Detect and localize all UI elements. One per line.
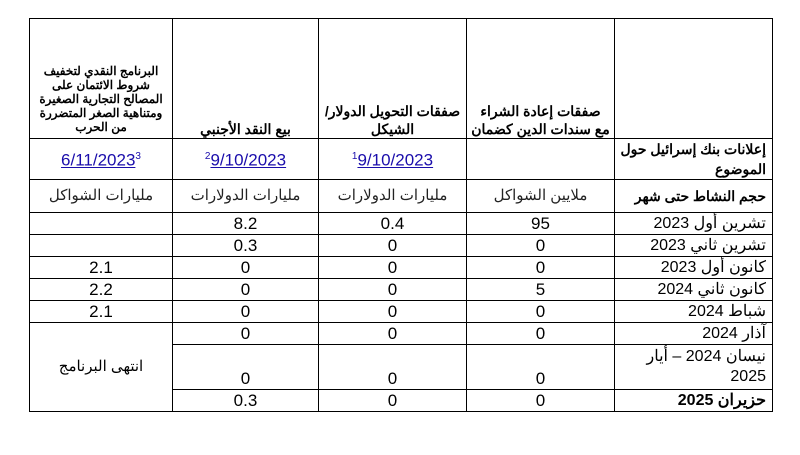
swap-cell: 0: [319, 257, 467, 279]
table-row: [30, 279, 773, 301]
month-cell: شباط 2024: [615, 301, 773, 323]
repo-cell: 95: [467, 213, 615, 235]
fx-cell: 8.2: [173, 213, 319, 235]
activity-table-container: [29, 18, 772, 438]
fx-cell: 0: [173, 301, 319, 323]
unit-repo: ملايين الشواكل: [467, 180, 615, 213]
program-cell: 2.1: [30, 257, 173, 279]
header-fx: بيع النقد الأجنبي: [173, 19, 319, 139]
fx-cell: 0: [173, 323, 319, 345]
repo-cell: 5: [467, 279, 615, 301]
announcement-swap-link[interactable]: 9/10/2023: [357, 150, 434, 170]
month-cell: تشرين ثاني 2023: [615, 235, 773, 257]
announcement-program-link[interactable]: 6/11/2023: [61, 150, 136, 170]
units-row: [30, 180, 773, 213]
footnote-1: 1: [351, 151, 358, 163]
fx-cell: 0: [173, 345, 319, 390]
swap-cell: 0: [319, 301, 467, 323]
swap-cell: 0: [319, 235, 467, 257]
fx-cell: 0: [173, 279, 319, 301]
announcement-repo: [467, 139, 615, 180]
repo-cell: 0: [467, 235, 615, 257]
unit-program: مليارات الشواكل: [30, 180, 173, 213]
swap-cell: 0: [319, 390, 467, 412]
fx-cell: 0.3: [173, 390, 319, 412]
announcement-fx: [173, 139, 319, 180]
table-row: [30, 257, 773, 279]
swap-cell: 0: [319, 279, 467, 301]
unit-swap: مليارات الدولارات: [319, 180, 467, 213]
swap-cell: 0: [319, 323, 467, 345]
unit-fx: مليارات الدولارات: [173, 180, 319, 213]
program-cell: [30, 213, 173, 235]
table-row: [30, 323, 773, 345]
month-cell: كانون أول 2023: [615, 257, 773, 279]
announcement-swap: [319, 139, 467, 180]
swap-cell: 0.4: [319, 213, 467, 235]
program-cell: [30, 235, 173, 257]
month-cell: آذار 2024: [615, 323, 773, 345]
repo-cell: 0: [467, 345, 615, 390]
header-swap: صفقات التحويل الدولار/ الشيكل: [319, 19, 467, 139]
program-cell: 2.2: [30, 279, 173, 301]
month-cell: حزيران 2025: [615, 390, 773, 412]
month-cell: تشرين أول 2023: [615, 213, 773, 235]
header-label-cell: [615, 19, 773, 139]
footnote-2: 2: [204, 151, 211, 163]
swap-cell: 0: [319, 345, 467, 390]
announcement-fx-link[interactable]: 9/10/2023: [210, 150, 287, 170]
program-ended-cell: انتهى البرنامج: [30, 323, 173, 412]
repo-cell: 0: [467, 390, 615, 412]
fx-cell: 0.3: [173, 235, 319, 257]
announcement-program: [30, 139, 173, 180]
month-cell: نيسان 2024 – أيار 2025: [615, 345, 773, 390]
fx-cell: 0: [173, 257, 319, 279]
repo-cell: 0: [467, 323, 615, 345]
repo-cell: 0: [467, 257, 615, 279]
header-row: [30, 19, 773, 139]
table-row: [30, 235, 773, 257]
month-cell: كانون ثاني 2024: [615, 279, 773, 301]
units-label: حجم النشاط حتى شهر: [615, 180, 773, 213]
activity-table: [29, 18, 773, 412]
repo-cell: 0: [467, 301, 615, 323]
announcements-row: [30, 139, 773, 180]
table-row: [30, 301, 773, 323]
announcements-label: إعلانات بنك إسرائيل حول الموضوع: [615, 139, 773, 180]
header-program: البرنامج النقدي لتخفيف شروط الائتمان على المصالح التجارية الصغيرة ومتناهية الصغر المتضررة من الحرب: [30, 19, 173, 139]
header-repo: صفقات إعادة الشراء مع سندات الدين كضمان: [467, 19, 615, 139]
footnote-3: 3: [135, 151, 141, 163]
program-cell: 2.1: [30, 301, 173, 323]
table-row: [30, 213, 773, 235]
